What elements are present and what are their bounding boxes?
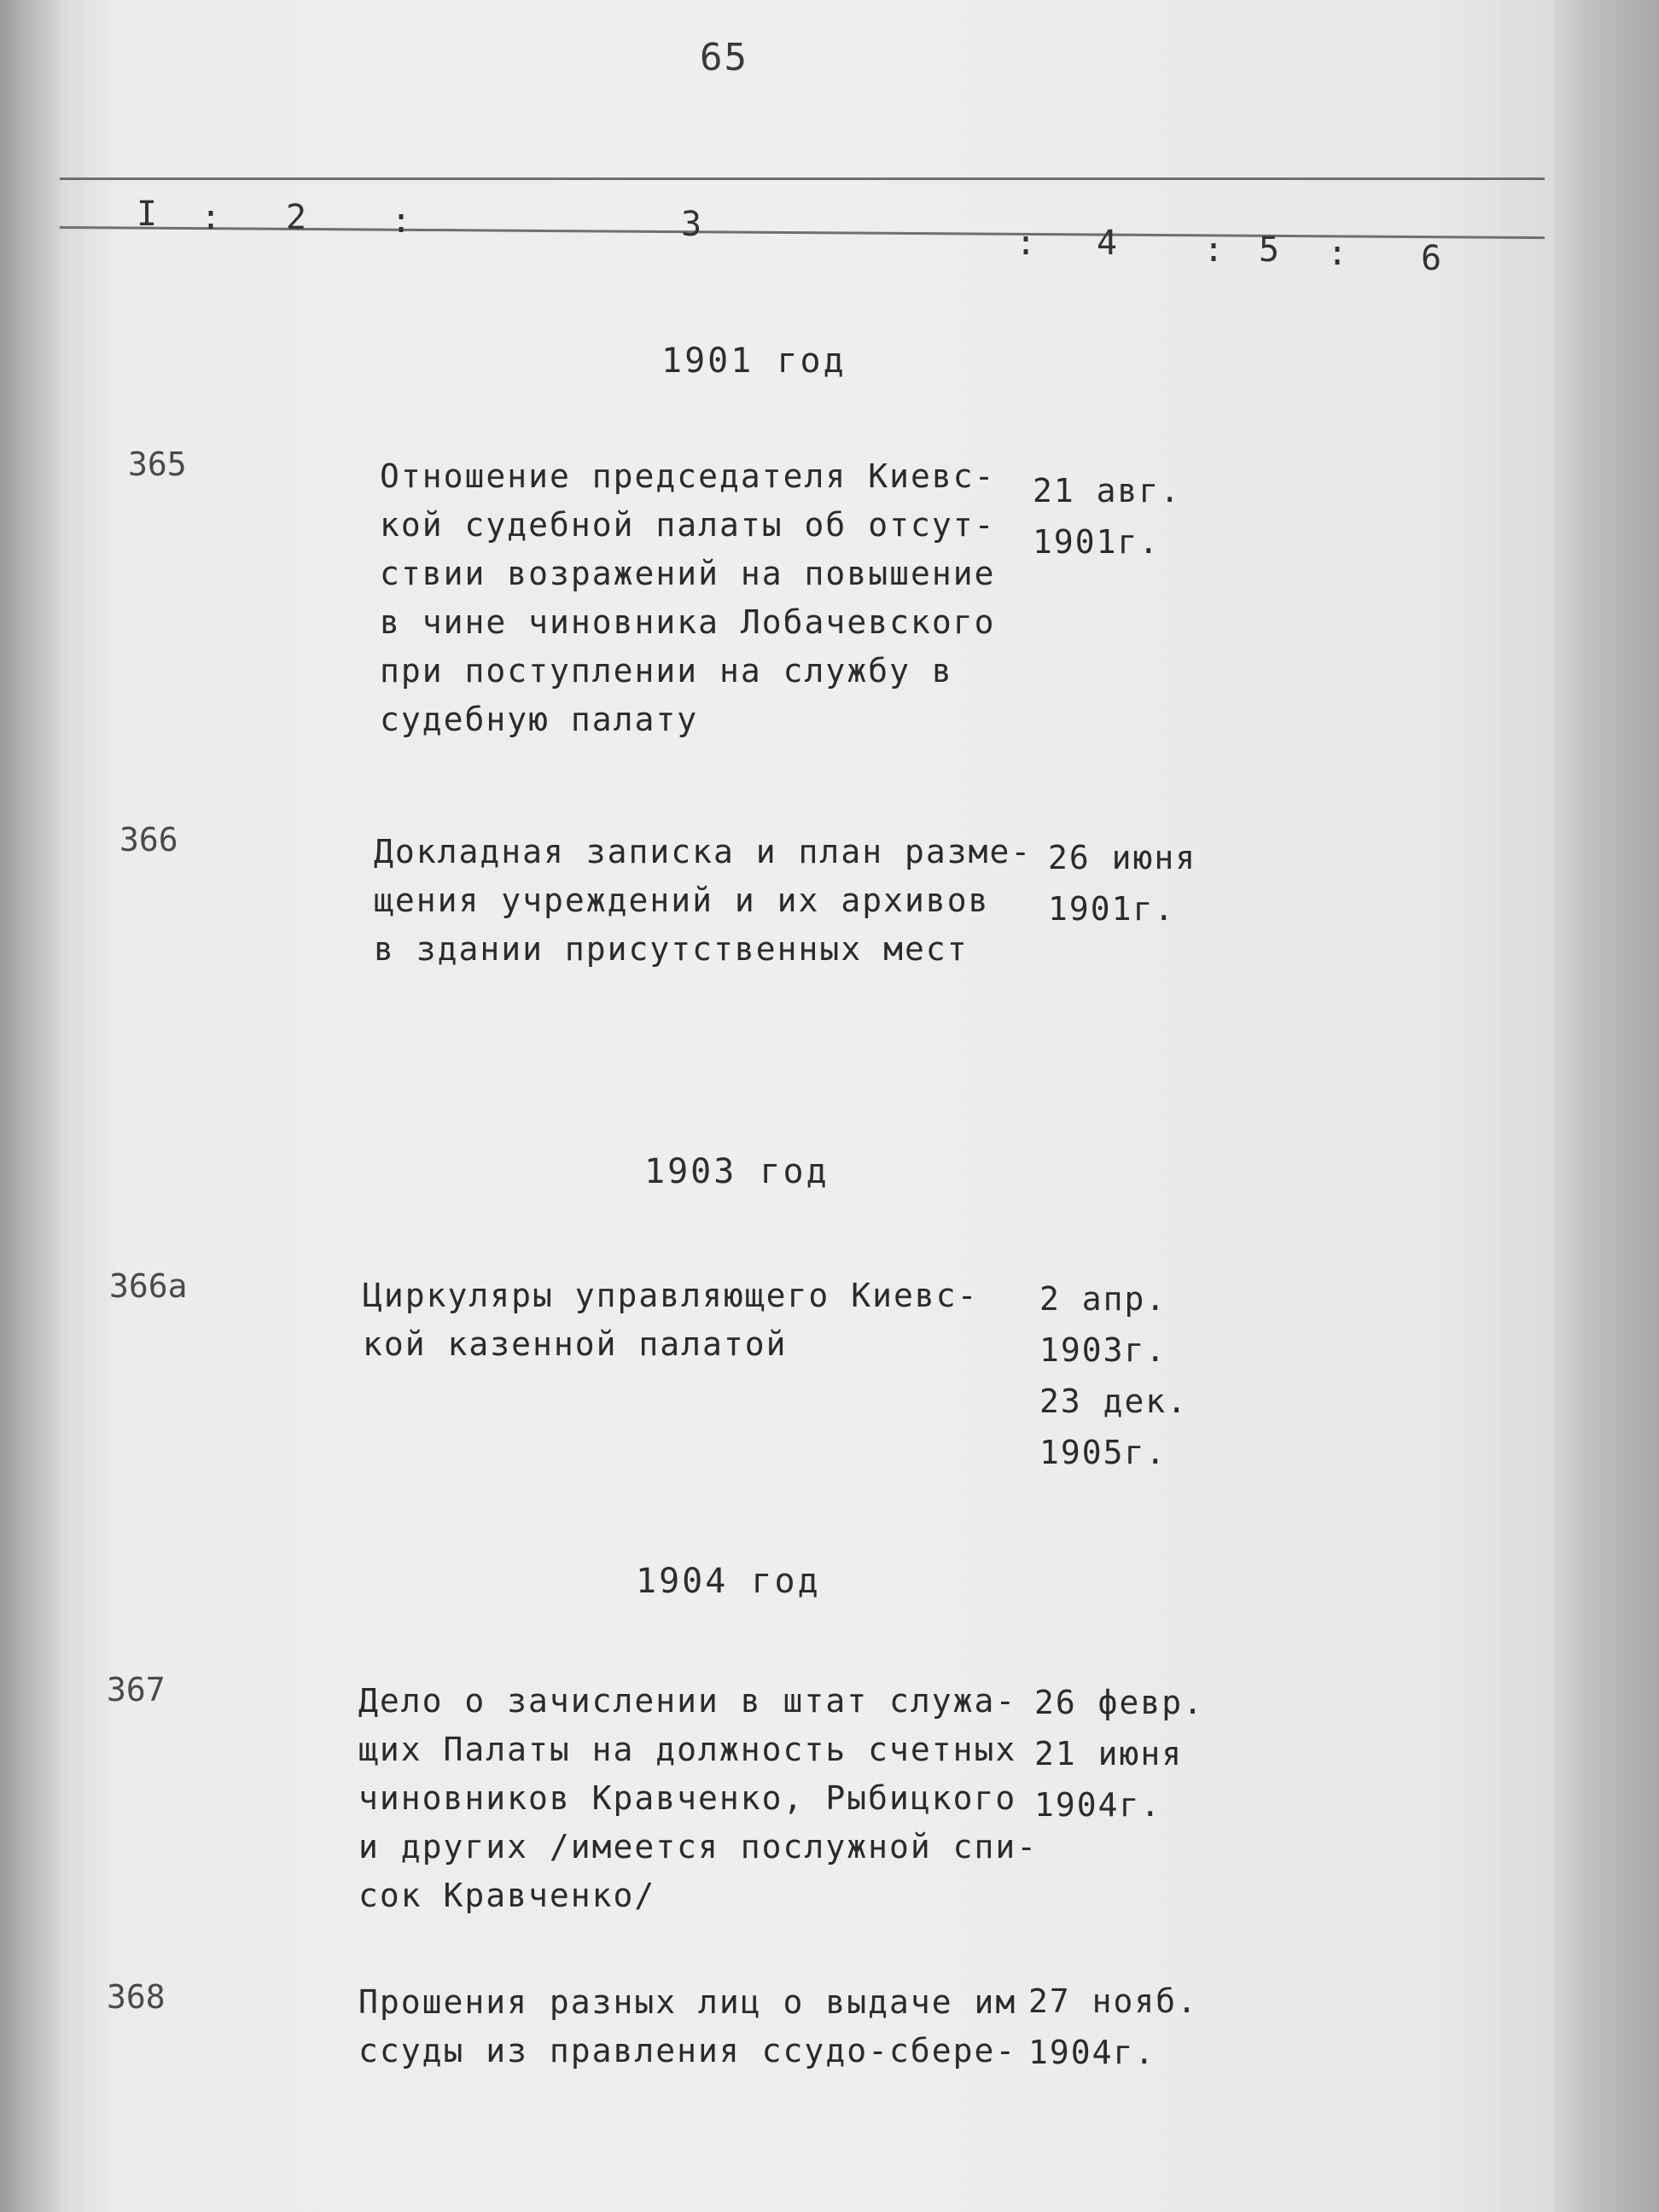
description-line: в чине чиновника Лобачевского	[380, 603, 996, 641]
date-line: 1901г.	[1033, 523, 1161, 561]
page-number: 65	[700, 36, 748, 79]
column-separator: :	[1327, 234, 1348, 273]
entry-dates	[1033, 465, 1181, 568]
column-separator: :	[1203, 230, 1225, 270]
description-line: при поступлении на службу в	[380, 652, 953, 690]
entry-number: 365	[128, 445, 187, 483]
section-year-heading: 1901 год	[661, 341, 847, 381]
entry-dates	[1028, 1976, 1198, 2078]
column-header-5: 5	[1259, 230, 1280, 270]
date-line: 21 июня	[1034, 1735, 1184, 1773]
column-header-3: 3	[681, 205, 702, 244]
entry-number: 366	[119, 821, 178, 859]
description-line: и других /имеется послужной спи-	[358, 1828, 1039, 1866]
entry-description	[380, 452, 995, 744]
entry-number: 366а	[109, 1267, 188, 1305]
column-header-2: 2	[286, 198, 307, 237]
description-line: Циркуляры управляющего Киевс-	[363, 1277, 979, 1314]
date-line: 1904г.	[1034, 1786, 1162, 1824]
date-line: 26 июня	[1048, 839, 1197, 876]
description-line: ссуды из правления ссудо-сбере-	[358, 2032, 1017, 2069]
description-line: щих Палаты на должность счетных	[358, 1731, 1017, 1768]
scan-right-edge	[1553, 0, 1659, 2212]
column-separator: :	[391, 201, 412, 241]
entry-dates	[1034, 1677, 1204, 1831]
column-separator: :	[201, 198, 222, 237]
date-line: 21 авг.	[1033, 472, 1182, 509]
entry-description	[363, 1272, 978, 1369]
entry-dates	[1048, 832, 1196, 934]
date-line: 1905г.	[1039, 1434, 1167, 1471]
date-line: 1903г.	[1039, 1331, 1167, 1369]
date-line: 1901г.	[1048, 890, 1176, 928]
entry-number: 368	[107, 1978, 166, 2016]
column-header-4: 4	[1097, 224, 1118, 263]
column-separator: :	[1016, 224, 1037, 263]
date-line: 1904г.	[1028, 2034, 1156, 2071]
section-year-heading: 1903 год	[644, 1152, 830, 1191]
description-line: сок Кравченко/	[358, 1877, 656, 1914]
entry-description	[374, 828, 1032, 974]
column-header-1: I	[137, 195, 158, 234]
date-line: 26 февр.	[1034, 1684, 1205, 1721]
description-line: ствии возражений на повышение	[380, 555, 996, 592]
date-line: 27 нояб.	[1028, 1982, 1199, 2020]
description-line: Дело о зачислении в штат служа-	[358, 1682, 1017, 1720]
description-line: Докладная записка и план разме-	[374, 833, 1033, 870]
entry-description	[358, 1978, 1016, 2075]
scan-left-edge	[0, 0, 60, 2212]
header-rule-top	[60, 178, 1545, 180]
date-line: 2 апр.	[1039, 1280, 1167, 1318]
description-line: чиновников Кравченко, Рыбицкого	[358, 1779, 1017, 1817]
entry-description	[358, 1677, 1038, 1920]
section-year-heading: 1904 год	[636, 1562, 821, 1601]
description-line: кой казенной палатой	[363, 1325, 788, 1363]
entry-dates	[1039, 1273, 1188, 1478]
date-line: 23 дек.	[1039, 1382, 1189, 1420]
description-line: Отношение председателя Киевс-	[380, 457, 996, 495]
entry-number: 367	[107, 1671, 166, 1708]
description-line: в здании присутственных мест	[374, 930, 969, 968]
description-line: щения учреждений и их архивов	[374, 882, 990, 919]
description-line: судебную палату	[380, 701, 699, 738]
description-line: кой судебной палаты об отсут-	[380, 506, 996, 544]
description-line: Прошения разных лиц о выдаче им	[358, 1983, 1017, 2021]
column-header-6: 6	[1421, 239, 1442, 278]
